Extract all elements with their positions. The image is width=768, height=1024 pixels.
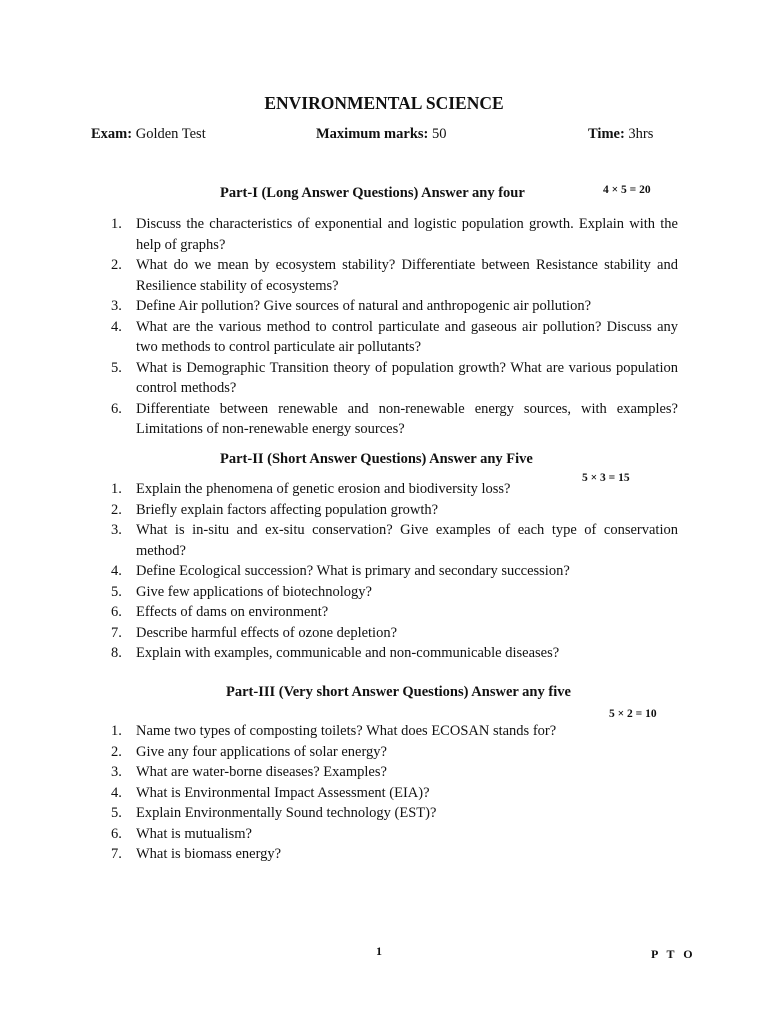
exam-value: Golden Test — [135, 126, 206, 142]
page-title: ENVIRONMENTAL SCIENCE — [264, 93, 504, 113]
part-3-question-list — [103, 721, 678, 865]
time-value: 3hrs — [628, 126, 654, 142]
question-item: 5. Explain Environmentally Sound technology (EST)? — [111, 805, 437, 821]
question-item: 8. Explain with examples, communicable and non-communicable diseases? — [111, 645, 560, 661]
question-item: 7. What is biomass energy? — [111, 846, 282, 862]
max-marks-value: 50 — [432, 126, 447, 142]
exam-label: Exam: — [91, 126, 133, 142]
time-info — [588, 126, 653, 143]
question-item: 2. Give any four applications of solar energy? — [111, 743, 387, 760]
part-2-question-list — [103, 479, 678, 664]
pto-label: P T O — [651, 947, 696, 961]
part-2-heading: Part-II (Short Answer Questions) Answer any Five — [220, 451, 533, 467]
question-item: 4. What is Environmental Impact Assessment (EIA)? — [111, 784, 430, 801]
page-number: 1 — [376, 944, 382, 958]
part-3-marks: 5 × 2 = 10 — [609, 708, 657, 720]
part-2-marks: 5 × 3 = 15 — [582, 472, 630, 484]
question-item: 6. Effects of dams on environment? — [111, 604, 329, 620]
question-item: 3. What are water-borne diseases? Examples? — [111, 764, 387, 780]
question-item: 1. Name two types of composting toilets? What does ECOSAN stands for? — [111, 723, 557, 739]
part-3-heading: Part-III (Very short Answer Questions) Answer any five — [226, 684, 571, 700]
max-marks-label: Maximum marks: — [316, 126, 429, 142]
question-item: 6. Differentiate between renewable and non-renewable energy sources, with examples? Limitations of non-renewable energy sources? — [111, 400, 678, 437]
question-item: 2. Briefly explain factors affecting population growth? — [111, 501, 439, 518]
question-item: 3. Define Air pollution? Give sources of natural and anthropogenic air pollution? — [111, 298, 592, 314]
max-marks-info — [316, 126, 447, 143]
time-label: Time: — [588, 126, 625, 142]
exam-info — [91, 126, 206, 143]
question-item: 1. Discuss the characteristics of exponential and logistic population growth. Explain with the help of graphs? — [111, 216, 678, 253]
part-1-question-list — [103, 214, 678, 440]
question-item: 5. Give few applications of biotechnology? — [111, 583, 372, 600]
question-item: 3. What is in-situ and ex-situ conservation? Give examples of each type of conservation method? — [111, 522, 678, 559]
question-item: 2. What do we mean by ecosystem stability? Differentiate between Resistance stability and Resilience stability of ecosystems? — [111, 257, 678, 294]
question-item: 1. Explain the phenomena of genetic erosion and biodiversity loss? — [111, 481, 511, 497]
part-1-heading: Part-I (Long Answer Questions) Answer any four — [220, 185, 525, 201]
question-item: 7. Describe harmful effects of ozone depletion? — [111, 624, 398, 641]
part-1-marks: 4 × 5 = 20 — [603, 184, 651, 196]
question-item: 5. What is Demographic Transition theory of population growth? What are various population control methods? — [111, 359, 678, 396]
question-item: 6. What is mutualism? — [111, 825, 252, 842]
question-item: 4. Define Ecological succession? What is primary and secondary succession? — [111, 563, 570, 579]
question-item: 4. What are the various method to control particulate and gaseous air pollution? Discuss any two methods to control particulate air pollutants? — [111, 318, 678, 355]
